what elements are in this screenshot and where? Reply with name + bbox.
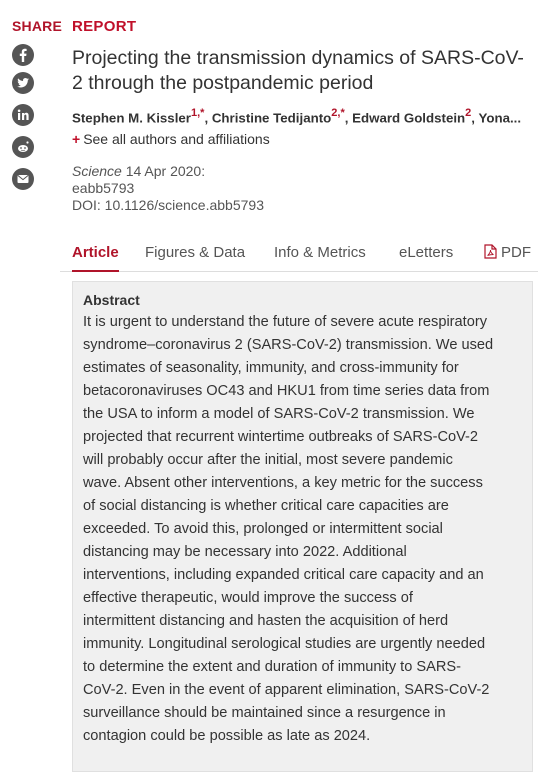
- share-sidebar: [12, 18, 62, 34]
- abstract-line: intermittent distancing and hasten the acquisition of herd: [83, 613, 449, 629]
- author-affiliation: 2,*: [331, 108, 345, 119]
- abstract-text: [83, 311, 522, 748]
- author-list: [72, 108, 542, 125]
- doi[interactable]: DOI: 10.1126/science.abb5793: [72, 197, 264, 213]
- article-header: [72, 18, 542, 213]
- abstract-line: It is urgent to understand the future of severe acute respiratory: [83, 314, 487, 330]
- abstract-line: CoV-2. Even in the event of apparent elimination, SARS-CoV-2: [83, 682, 490, 698]
- abstract-line: to determine the extent and duration of immunity to SARS-: [83, 659, 462, 675]
- abstract-heading: Abstract: [83, 292, 140, 308]
- tab-eletters[interactable]: [399, 244, 453, 261]
- publish-date: 14 Apr 2020:: [125, 163, 206, 179]
- abstract-line: distancing may be necessary into 2022. Additional: [83, 544, 407, 560]
- article-title: Projecting the transmission dynamics of SARS-CoV-2 through the postpandemic period: [72, 47, 524, 94]
- plus-icon: +: [72, 131, 81, 147]
- see-all-authors-link[interactable]: [72, 131, 270, 147]
- facebook-icon[interactable]: [12, 44, 34, 66]
- journal-name: Science: [72, 163, 122, 179]
- author-name[interactable]: Yona...: [478, 110, 522, 126]
- twitter-icon[interactable]: [12, 72, 34, 94]
- tab-info-metrics-label: Info & Metrics: [274, 244, 366, 261]
- publication-meta: [72, 163, 264, 214]
- section-label: REPORT: [72, 18, 137, 35]
- abstract-line: immunity. Longitudinal serological studies are urgently needed: [83, 636, 486, 652]
- abstract-line: the USA to inform a model of SARS-CoV-2 transmission. We: [83, 406, 475, 422]
- article-id: eabb5793: [72, 180, 135, 196]
- article-tabs: [60, 236, 538, 272]
- tab-figures-data[interactable]: [145, 244, 245, 261]
- author-separator: ,: [344, 110, 353, 126]
- abstract-line: effective therapeutic, would improve the success of: [83, 590, 413, 606]
- abstract-line: interventions, including expanded critical care capacity and an: [83, 567, 484, 583]
- abstract-line: exceeded. To avoid this, prolonged or intermittent social: [83, 521, 443, 537]
- abstract-line: projected that recurrent wintertime outbreaks of SARS-CoV-2: [83, 429, 479, 445]
- email-icon[interactable]: [12, 168, 34, 190]
- see-all-label: See all authors and affiliations: [83, 131, 270, 147]
- author-name[interactable]: Edward Goldstein: [352, 110, 466, 126]
- author-affiliation: 1,*: [190, 108, 205, 119]
- pdf-icon: [484, 244, 497, 263]
- abstract-line: surveillance should be maintained since a resurgence in: [83, 705, 446, 721]
- abstract-line: contagion could be possible as late as 2024.: [83, 728, 371, 744]
- abstract-box: [72, 281, 533, 772]
- tab-eletters-label: eLetters: [399, 244, 454, 261]
- tab-pdf-label: PDF: [501, 244, 531, 261]
- abstract-line: of social distancing is whether critical care capacities are: [83, 498, 449, 514]
- abstract-line: will probably occur after the initial, most severe pandemic: [83, 452, 453, 468]
- tab-article[interactable]: [72, 244, 119, 261]
- reddit-icon[interactable]: [12, 136, 34, 158]
- linkedin-icon[interactable]: [12, 104, 34, 126]
- tab-article-label: Article: [72, 244, 119, 261]
- tab-figures-data-label: Figures & Data: [145, 244, 246, 261]
- tab-info-metrics[interactable]: [274, 244, 366, 261]
- author-name[interactable]: Stephen M. Kissler: [72, 110, 191, 126]
- tab-pdf[interactable]: [484, 244, 531, 263]
- author-separator: ,: [204, 110, 212, 126]
- author-affiliation: 2: [465, 108, 472, 119]
- abstract-line: betacoronaviruses OC43 and HKU1 from time series data from: [83, 383, 490, 399]
- journal-date-line: [72, 163, 264, 180]
- abstract-line: syndrome–coronavirus 2 (SARS-CoV-2) transmission. We used: [83, 337, 494, 353]
- author-name[interactable]: Christine Tedijanto: [211, 110, 332, 126]
- share-label: SHARE: [12, 18, 63, 34]
- abstract-line: wave. Absent other interventions, a key metric for the success: [83, 475, 483, 491]
- abstract-line: estimates of seasonality, immunity, and cross-immunity for: [83, 360, 459, 376]
- author-separator: ,: [471, 110, 479, 126]
